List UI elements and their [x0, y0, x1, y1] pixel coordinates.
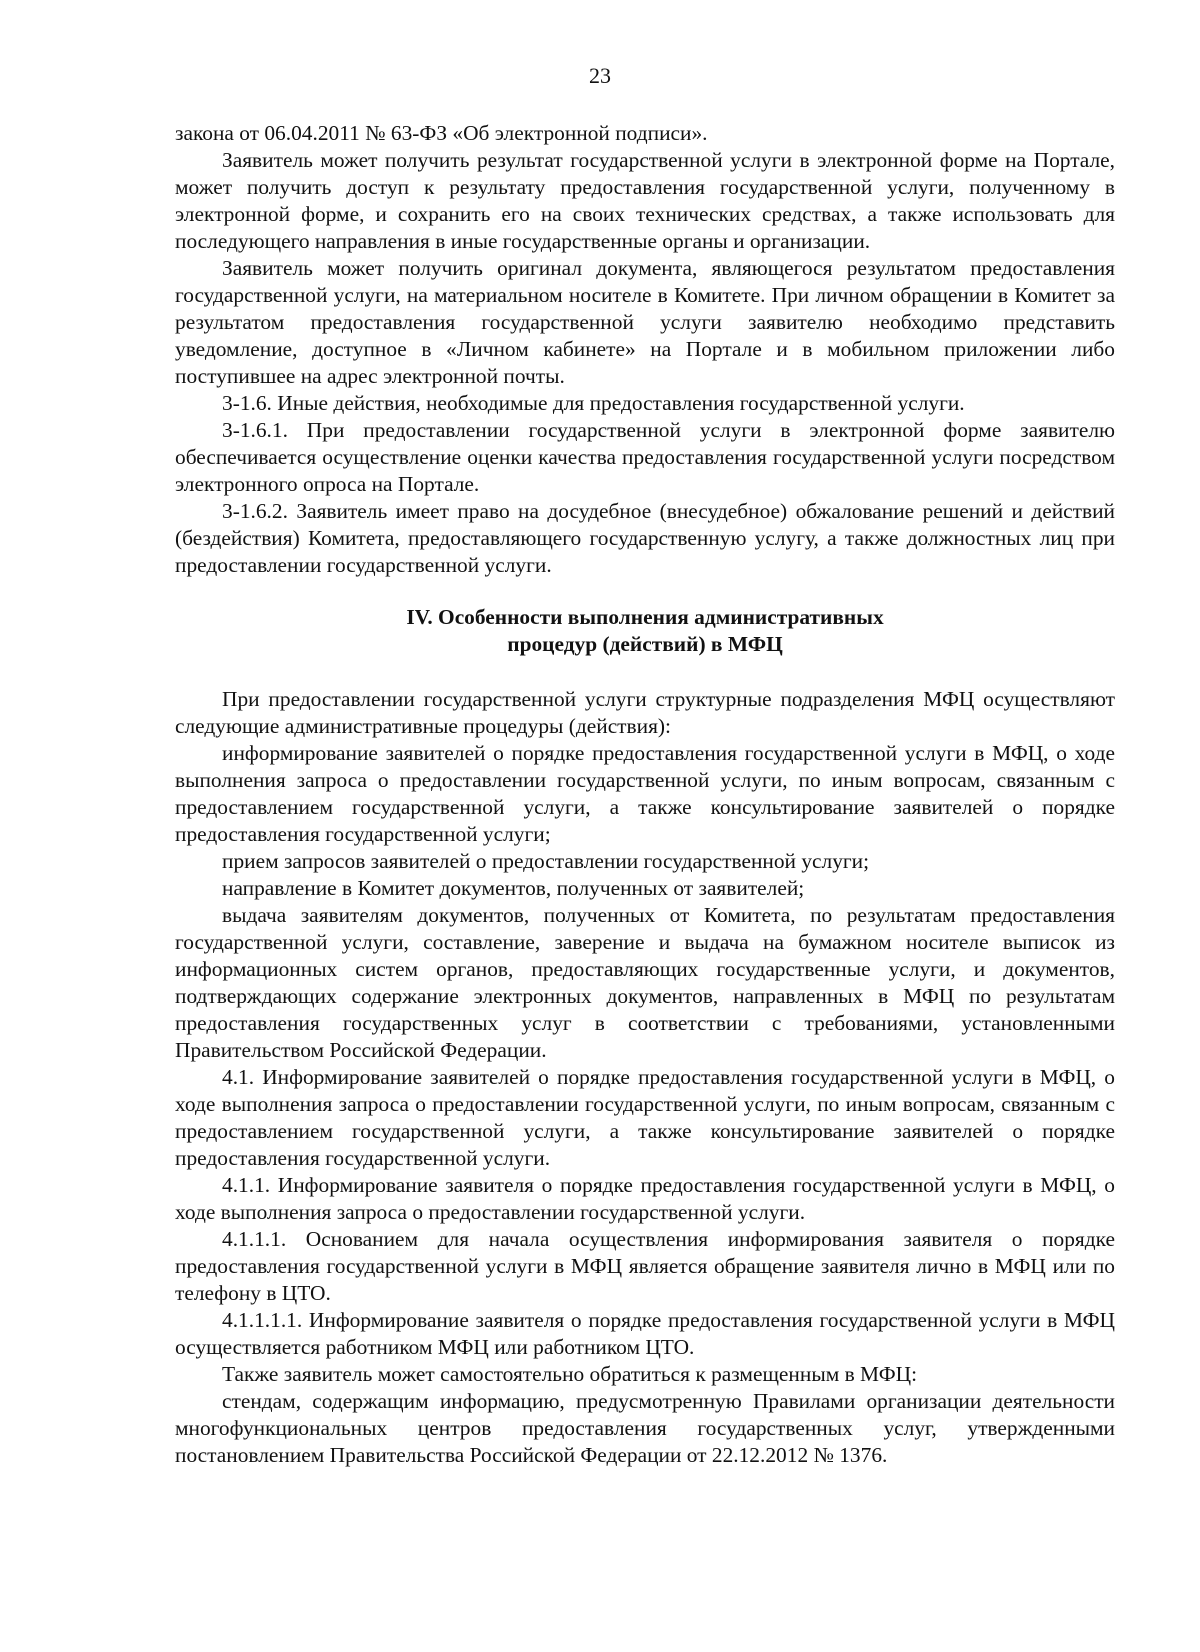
paragraph: направление в Комитет документов, полученных от заявителей; [222, 876, 805, 900]
paragraph: 3-1.6. Иные действия, необходимые для предоставления государственной услуги. [222, 391, 965, 415]
paragraph: 4.1.1.1. Основанием для начала осуществления информирования заявителя о порядке предоставления государственной услуги в МФЦ является обращение заявителя лично в МФЦ или по телефону в ЦТО. [175, 1227, 1115, 1305]
paragraph: Заявитель может получить результат государственной услуги в электронной форме на Портале, может получить доступ к результату предоставления государственной услуги, полученному в электронной форме, и сохранить его на своих технических средствах, а также использовать для последующего направления в иные государственные органы и организации. [175, 148, 1115, 253]
page-number: 23 [589, 63, 611, 88]
section-heading-line-1: IV. Особенности выполнения административных [406, 605, 884, 629]
paragraph: 4.1.1.1.1. Информирование заявителя о порядке предоставления государственной услуги в МФЦ осуществляется работником МФЦ или работником ЦТО. [175, 1308, 1115, 1359]
paragraph: 3-1.6.2. Заявитель имеет право на досудебное (внесудебное) обжалование решений и действий (бездействия) Комитета, предоставляющего государственную услугу, а также должностных лиц при предоставлении государственной услуги. [175, 499, 1115, 577]
paragraph: 4.1. Информирование заявителей о порядке предоставления государственной услуги в МФЦ, о ходе выполнения запроса о предоставлении государственной услуги, по иным вопросам, связанным с предоставлением государственной услуги, а также консультирование заявителей о порядке предоставления государственной услуги. [175, 1065, 1115, 1170]
paragraph: стендам, содержащим информацию, предусмотренную Правилами организации деятельности многофункциональных центров предоставления государственных услуг, утвержденными постановлением Правительства Российской Федерации от 22.12.2012 № 1376. [175, 1389, 1115, 1467]
paragraph: При предоставлении государственной услуги структурные подразделения МФЦ осуществляют следующие административные процедуры (действия): [175, 687, 1115, 738]
paragraph: выдача заявителям документов, полученных от Комитета, по результатам предоставления государственной услуги, составление, заверение и выдача на бумажном носителе выписок из информационных систем органов, предоставляющих государственные услуги, и документов, подтверждающих содержание электронных документов, направленных в МФЦ по результатам предоставления государственных услуг в соответствии с требованиями, установленными Правительством Российской Федерации. [175, 903, 1115, 1062]
section-heading [175, 604, 1115, 658]
paragraph: информирование заявителей о порядке предоставления государственной услуги в МФЦ, о ходе выполнения запроса о предоставлении государственной услуги, по иным вопросам, связанным с предоставлением государственной услуги, а также консультирование заявителей о порядке предоставления государственной услуги; [175, 741, 1115, 846]
document-body [175, 120, 1115, 1469]
paragraph: прием запросов заявителей о предоставлении государственной услуги; [222, 849, 870, 873]
paragraph: Также заявитель может самостоятельно обратиться к размещенным в МФЦ: [222, 1362, 918, 1386]
paragraph: Заявитель может получить оригинал документа, являющегося результатом предоставления государственной услуги, на материальном носителе в Комитете. При личном обращении в Комитет за результатом предоставления государственной услуги заявителю необходимо представить уведомление, доступное в «Личном кабинете» на Портале и в мобильном приложении либо поступившее на адрес электронной почты. [175, 256, 1115, 388]
section-heading-line-2: процедур (действий) в МФЦ [507, 632, 783, 656]
paragraph: закона от 06.04.2011 № 63-ФЗ «Об электронной подписи». [175, 121, 708, 145]
paragraph: 3-1.6.1. При предоставлении государственной услуги в электронной форме заявителю обеспечивается осуществление оценки качества предоставления государственной услуги посредством электронного опроса на Портале. [175, 418, 1115, 496]
paragraph: 4.1.1. Информирование заявителя о порядке предоставления государственной услуги в МФЦ, о ходе выполнения запроса о предоставлении государственной услуги. [175, 1173, 1115, 1224]
